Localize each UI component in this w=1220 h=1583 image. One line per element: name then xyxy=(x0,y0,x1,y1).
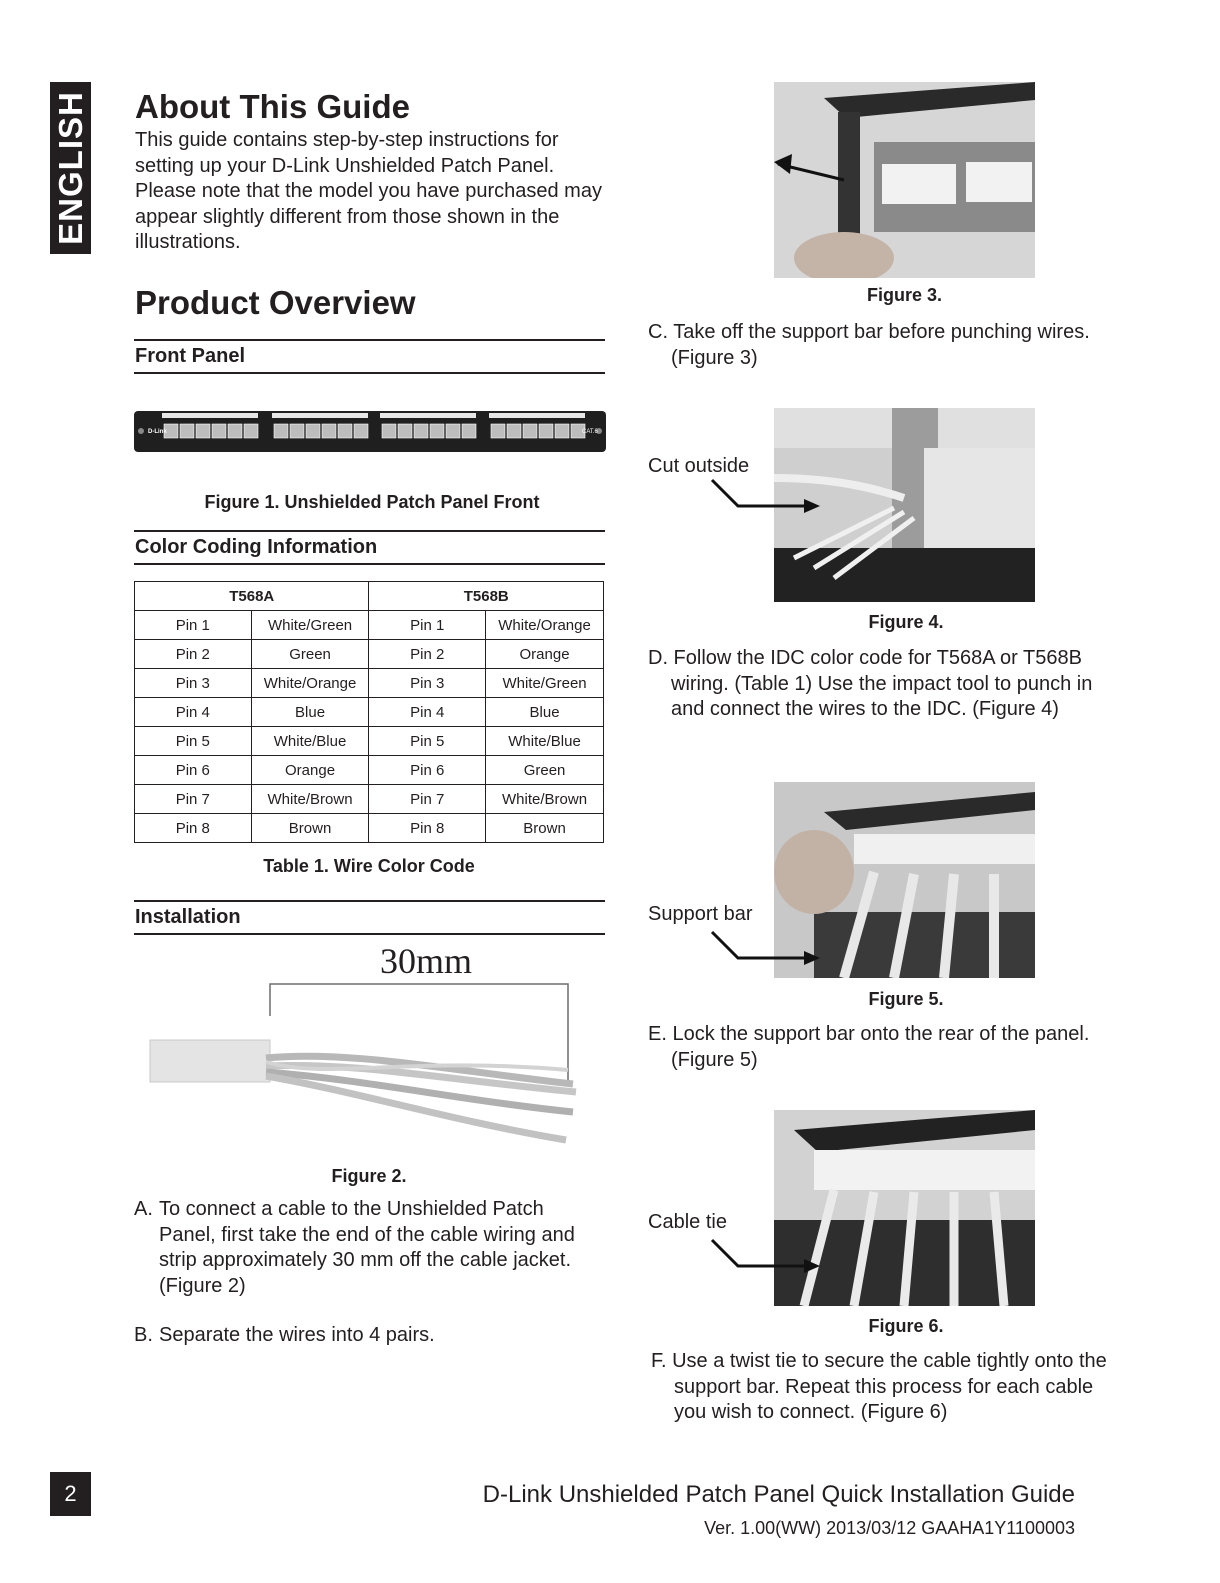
about-title: About This Guide xyxy=(135,88,410,125)
figure6-photo xyxy=(774,1110,1035,1306)
table-cell: Orange xyxy=(486,640,604,669)
table-cell: Brown xyxy=(486,814,604,843)
figure5-caption: Figure 5. xyxy=(868,989,944,1009)
measure-label: 30mm xyxy=(380,941,473,981)
figure4-caption: Figure 4. xyxy=(868,612,944,632)
cut-outside-callout: Cut outside xyxy=(648,455,750,477)
table-row xyxy=(135,640,604,669)
footer-title: D-Link Unshielded Patch Panel Quick Installation Guide xyxy=(482,1481,1075,1508)
panel-model: CAT.6 xyxy=(582,429,598,435)
figure1-caption: Figure 1. Unshielded Patch Panel Front xyxy=(204,492,540,512)
support-bar-arrow-icon xyxy=(700,928,820,968)
table1-caption: Table 1. Wire Color Code xyxy=(263,856,475,876)
table-cell: Pin 1 xyxy=(369,611,486,640)
language-label: ENGLISH xyxy=(51,91,89,245)
language-tab xyxy=(50,82,91,254)
table-cell: Pin 7 xyxy=(135,785,252,814)
table-cell: White/Green xyxy=(486,669,604,698)
table-cell: Pin 5 xyxy=(369,727,486,756)
footer-version: Ver. 1.00(WW) 2013/03/12 GAAHA1Y1100003 xyxy=(704,1518,1075,1538)
table-cell: Pin 8 xyxy=(135,814,252,843)
stripped-cable-illustration xyxy=(148,980,578,1150)
table-cell: White/Orange xyxy=(251,669,369,698)
table-cell: Brown xyxy=(251,814,369,843)
table-cell: Pin 6 xyxy=(135,756,252,785)
table-cell: Green xyxy=(251,640,369,669)
table-cell: Blue xyxy=(486,698,604,727)
table-cell: Pin 3 xyxy=(135,669,252,698)
table-cell: Pin 4 xyxy=(135,698,252,727)
step-f-text: F. Use a twist tie to secure the cable tightly onto the support bar. Repeat this process for each cable you wish to connect. (Figure 6) xyxy=(651,1350,1107,1423)
table-cell: Pin 2 xyxy=(369,640,486,669)
wire-color-table xyxy=(134,581,604,843)
table-row xyxy=(135,669,604,698)
step-c-text: C. Take off the support bar before punching wires. (Figure 3) xyxy=(648,321,1090,369)
cut-outside-arrow-icon xyxy=(700,476,820,516)
panel-brand: D-Link xyxy=(148,429,167,435)
table-cell: Pin 7 xyxy=(369,785,486,814)
table-row xyxy=(135,611,604,640)
patch-panel-illustration xyxy=(134,410,606,454)
cable-tie-callout: Cable tie xyxy=(648,1211,727,1233)
color-coding-heading: Color Coding Information xyxy=(134,530,605,565)
page-number: 2 xyxy=(50,1472,91,1516)
support-bar-callout: Support bar xyxy=(648,903,753,925)
table-cell: Orange xyxy=(251,756,369,785)
table-cell: White/Blue xyxy=(251,727,369,756)
table-cell: White/Blue xyxy=(486,727,604,756)
table-cell: Pin 3 xyxy=(369,669,486,698)
table-cell: Pin 6 xyxy=(369,756,486,785)
table-cell: White/Orange xyxy=(486,611,604,640)
table-row xyxy=(135,785,604,814)
table-header-t568b: T568B xyxy=(369,582,604,611)
step-a-letter: A. xyxy=(134,1198,153,1220)
about-text: This guide contains step-by-step instructions for setting up your D-Link Unshielded Patch Panel. Please note that the model you have purchased may appear slightly different from those shown in the illustrations. xyxy=(135,129,602,253)
step-b-letter: B. xyxy=(134,1324,153,1346)
table-cell: Green xyxy=(486,756,604,785)
table-cell: Blue xyxy=(251,698,369,727)
installation-heading: Installation xyxy=(134,900,605,935)
table-row xyxy=(135,756,604,785)
figure6-caption: Figure 6. xyxy=(868,1316,944,1336)
table-cell: Pin 4 xyxy=(369,698,486,727)
table-cell: Pin 2 xyxy=(135,640,252,669)
cable-tie-arrow-icon xyxy=(700,1236,820,1276)
table-header-row xyxy=(135,582,604,611)
figure3-caption: Figure 3. xyxy=(866,285,942,305)
overview-title: Product Overview xyxy=(135,284,416,321)
figure2-caption: Figure 2. xyxy=(331,1166,407,1186)
table-cell: Pin 1 xyxy=(135,611,252,640)
table-header-t568a: T568A xyxy=(135,582,369,611)
table-cell: Pin 8 xyxy=(369,814,486,843)
figure3-photo xyxy=(774,82,1035,278)
table-cell: White/Brown xyxy=(486,785,604,814)
table-row xyxy=(135,814,604,843)
step-a-text: To connect a cable to the Unshielded Patch Panel, first take the end of the cable wiring and strip approximately 30 mm off the cable jacket. (Figure 2) xyxy=(159,1198,575,1297)
table-row xyxy=(135,698,604,727)
step-d-text: D. Follow the IDC color code for T568A or T568B wiring. (Table 1) Use the impact tool to punch in and connect the wires to the IDC. (Figure 4) xyxy=(648,647,1093,720)
front-panel-heading: Front Panel xyxy=(134,339,605,374)
table-cell: White/Brown xyxy=(251,785,369,814)
table-cell: White/Green xyxy=(251,611,369,640)
step-b-text: Separate the wires into 4 pairs. xyxy=(159,1324,435,1346)
table-cell: Pin 5 xyxy=(135,727,252,756)
step-e-text: E. Lock the support bar onto the rear of the panel. (Figure 5) xyxy=(648,1023,1090,1071)
table-row xyxy=(135,727,604,756)
